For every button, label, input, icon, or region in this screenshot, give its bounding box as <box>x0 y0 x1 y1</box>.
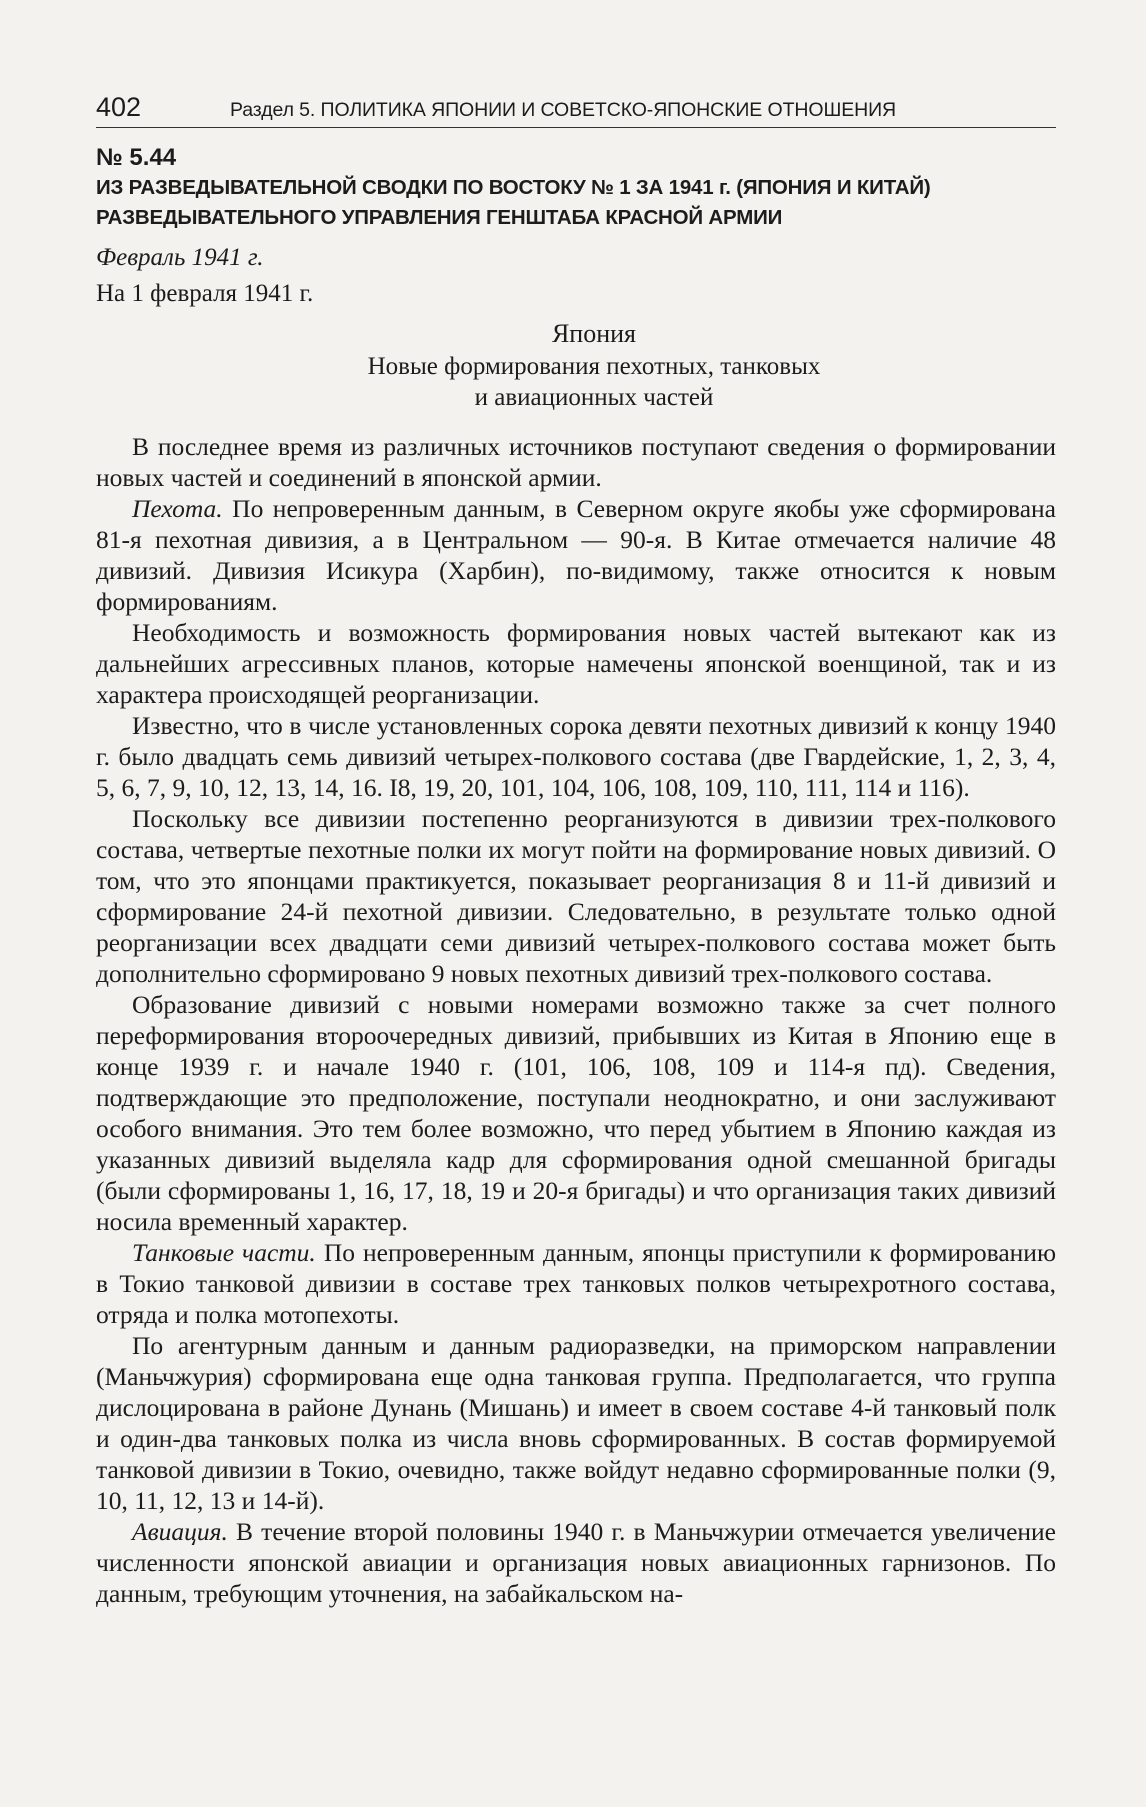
subheading-line-2: и авиационных частей <box>474 384 714 411</box>
paragraph-text: По непроверенным данным, японцы приступили к формированию в Токио танковой дивизии в составе трех танковых полков четырехротного состава, отряда и полка мотопехоты. <box>96 1238 1056 1329</box>
page <box>96 92 1056 1609</box>
running-head <box>96 92 1056 128</box>
paragraph-text: Образование дивизий с новыми номерами возможно также за счет полного переформирования второочередных дивизий, прибывших из Китая в Японию еще в конце 1939 г. и начале 1940 г. (101, 106, 108, 109 и 114-я пд). Сведения, подтверждающие это предположение, поступали неоднократно, и они заслуживают особого внимания. Это тем более возможно, что перед убытием в Японию каждая из указанных дивизий выделяла кадр для сформирования одной смешанной бригады (были сформированы 1, 16, 17, 18, 19 и 20-я бригады) и что организация таких дивизий носила временный характер. <box>96 990 1056 1236</box>
paragraph <box>96 1330 1056 1516</box>
document-header <box>96 142 1056 233</box>
paragraph-lead: Танковые части. <box>132 1238 316 1267</box>
page-number: 402 <box>96 92 142 122</box>
paragraph-text: В последнее время из различных источников поступают сведения о формировании новых частей и соединений в японской армии. <box>96 432 1056 492</box>
paragraph <box>96 617 1056 710</box>
document-number: № 5.44 <box>96 144 177 171</box>
document-date: Февраль 1941 г. <box>96 244 264 271</box>
subheading-line-1: Новые формирования пехотных, танковых <box>367 353 821 380</box>
paragraph <box>96 710 1056 803</box>
paragraph-text: По агентурным данным и данным радиоразведки, на приморском направлении (Маньчжурия) сформирована еще одна танковая группа. Предполагается, что группа дислоцирована в районе Дунань (Мишань) и имеет в своем составе 4-й танковый полк и один-два танковых полка из числа вновь сформированных. В состав формируемой танковой дивизии в Токио, очевидно, также войдут недавно сформированные полки (9, 10, 11, 12, 13 и 14-й). <box>96 1331 1056 1515</box>
as-of-date: На 1 февраля 1941 г. <box>96 280 314 307</box>
paragraph-text: Известно, что в числе установленных сорока девяти пехотных дивизий к концу 1940 г. было двадцать семь дивизий четырех-полкового состава (две Гвардейские, 1, 2, 3, 4, 5, 6, 7, 9, 10, 12, 13, 14, 16. I8, 19, 20, 101, 104, 106, 108, 109, 110, 111, 114 и 116). <box>96 711 1056 802</box>
document-title-line-2: РАЗВЕДЫВАТЕЛЬНОГО УПРАВЛЕНИЯ ГЕНШТАБА КРАСНОЙ АРМИИ <box>96 206 783 229</box>
paragraph <box>96 431 1056 493</box>
paragraph <box>96 989 1056 1237</box>
paragraph <box>96 803 1056 989</box>
paragraph <box>96 493 1056 617</box>
paragraph <box>96 1237 1056 1330</box>
paragraph <box>96 1516 1056 1609</box>
body-text <box>96 431 1056 1609</box>
paragraph-text: По непроверенным данным, в Северном округе якобы уже сформирована 81-я пехотная дивизия, а в Центральном — 90-я. В Китае отмечается наличие 48 дивизий. Дивизия Исикура (Харбин), по-видимому, также относится к новым формированиям. <box>96 494 1056 616</box>
section-title: Раздел 5. ПОЛИТИКА ЯПОНИИ И СОВЕТСКО-ЯПОНСКИЕ ОТНОШЕНИЯ <box>230 99 897 121</box>
document-title-line-1: ИЗ РАЗВЕДЫВАТЕЛЬНОЙ СВОДКИ ПО ВОСТОКУ № 1 ЗА 1941 г. (ЯПОНИЯ И КИТАЙ) <box>96 176 931 199</box>
paragraph-lead: Авиация. <box>132 1517 228 1546</box>
paragraph-text: Необходимость и возможность формирования новых частей вытекают как из дальнейших агрессивных планов, которые намечены японской военщиной, так и из характера происходящей реорганизации. <box>96 618 1056 709</box>
country-heading: Япония <box>551 319 637 348</box>
paragraph-text: В течение второй половины 1940 г. в Маньчжурии отмечается увеличение численности японской авиации и организация новых авиационных гарнизонов. По данным, требующим уточнения, на забайкальском на- <box>96 1517 1056 1608</box>
paragraph-lead: Пехота. <box>132 494 223 523</box>
paragraph-text: Поскольку все дивизии постепенно реорганизуются в дивизии трех-полкового состава, четвертые пехотные полки их могут пойти на формирование новых дивизий. О том, что это японцами практикуется, показывает реорганизация 8 и 11-й дивизий и сформирование 24-й пехотной дивизии. Следовательно, в результате только одной реорганизации всех двадцати семи дивизий четырех-полкового состава может быть дополнительно сформировано 9 новых пехотных дивизий трех-полкового состава. <box>96 804 1056 988</box>
